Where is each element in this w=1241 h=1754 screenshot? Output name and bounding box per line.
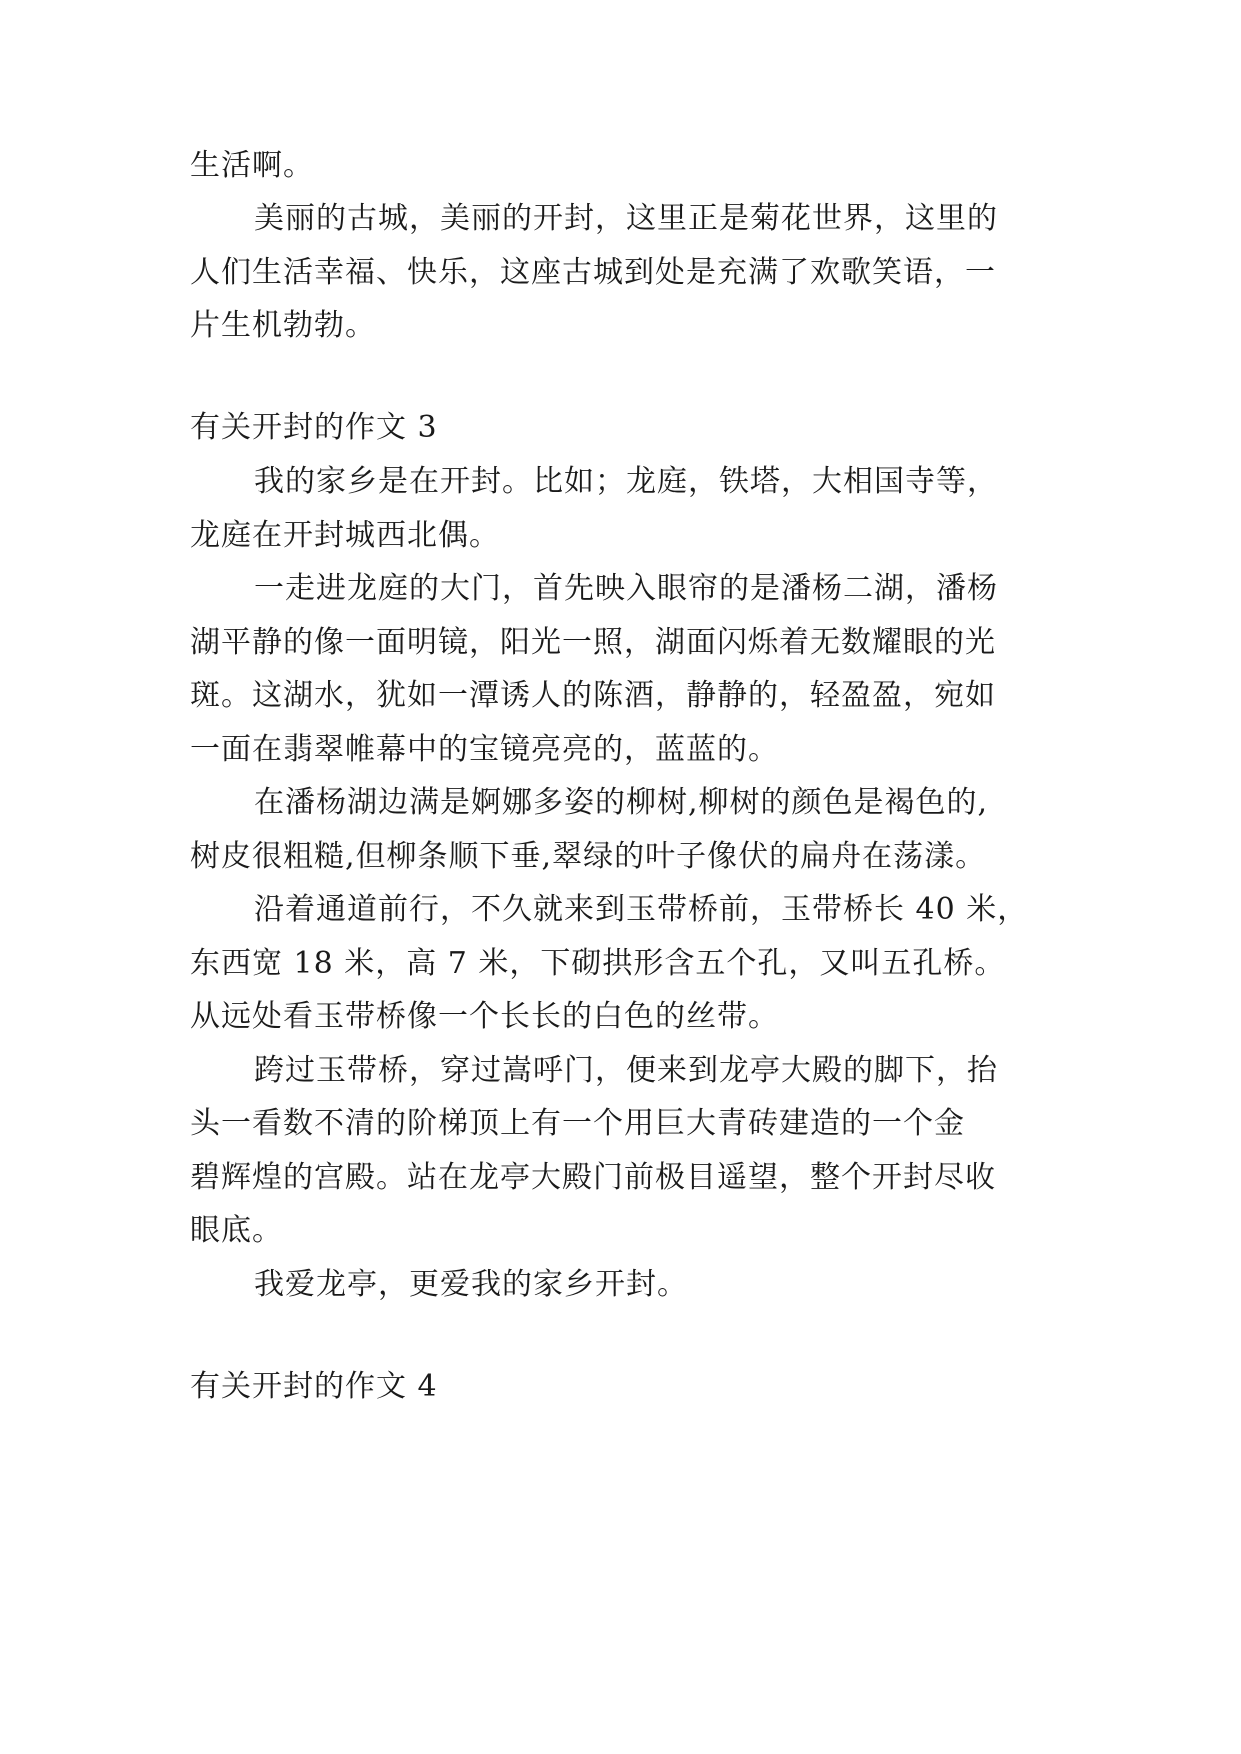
paragraph-line: 东西宽 18 米，高 7 米，下砌拱形含五个孔，又叫五孔桥。	[190, 946, 1006, 981]
paragraph-line: 从远处看玉带桥像一个长长的白色的丝带。	[190, 999, 779, 1034]
paragraph-line: 生活啊。	[190, 148, 314, 183]
paragraph-line: 跨过玉带桥，穿过嵩呼门，便来到龙亭大殿的脚下，抬	[254, 1053, 998, 1088]
paragraph-line: 树皮很粗糙,但柳条顺下垂,翠绿的叶子像伏的扁舟在荡漾。	[190, 839, 987, 874]
paragraph-line: 眼底。	[190, 1213, 283, 1248]
section-heading: 有关开封的作文 4	[190, 1369, 438, 1404]
paragraph-line: 沿着通道前行，不久就来到玉带桥前，玉带桥长 40 米，	[254, 892, 1029, 927]
paragraph-line: 龙庭在开封城西北偶。	[190, 518, 500, 553]
paragraph-line: 一面在翡翠帷幕中的宝镜亮亮的，蓝蓝的。	[190, 732, 779, 767]
paragraph-line: 碧辉煌的宫殿。站在龙亭大殿门前极目遥望，整个开封尽收	[190, 1160, 996, 1195]
paragraph-line: 人们生活幸福、快乐，这座古城到处是充满了欢歌笑语，一	[190, 255, 996, 290]
paragraph-line: 一走进龙庭的大门，首先映入眼帘的是潘杨二湖，潘杨	[254, 571, 998, 606]
paragraph-line: 在潘杨湖边满是婀娜多姿的柳树,柳树的颜色是褐色的,	[254, 785, 989, 820]
paragraph-line: 我的家乡是在开封。比如；龙庭，铁塔，大相国寺等，	[254, 464, 998, 499]
paragraph-line: 片生机勃勃。	[190, 308, 376, 343]
paragraph-line: 湖平静的像一面明镜，阳光一照，湖面闪烁着无数耀眼的光	[190, 625, 996, 660]
paragraph-line: 头一看数不清的阶梯顶上有一个用巨大青砖建造的一个金	[190, 1106, 965, 1141]
paragraph-line: 美丽的古城，美丽的开封，这里正是菊花世界，这里的	[254, 201, 998, 236]
section-heading: 有关开封的作文 3	[190, 410, 438, 445]
paragraph-line: 斑。这湖水，犹如一潭诱人的陈酒，静静的，轻盈盈，宛如	[190, 678, 996, 713]
paragraph-line: 我爱龙亭，更爱我的家乡开封。	[254, 1267, 688, 1302]
